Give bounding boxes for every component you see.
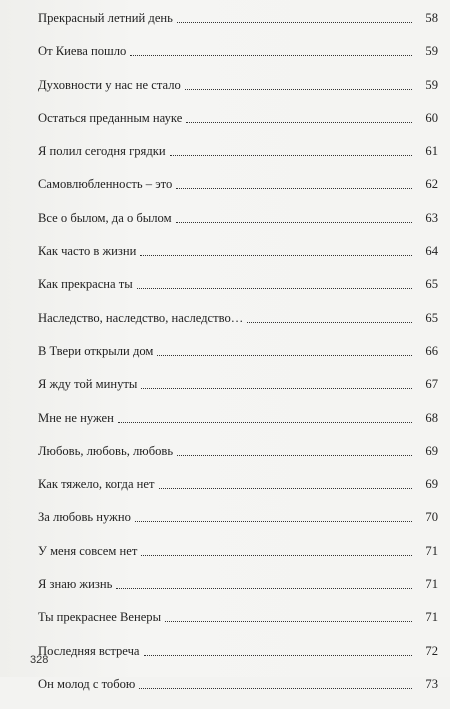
toc-entry	[38, 310, 438, 343]
toc-entry-title: Последняя встреча	[38, 643, 140, 658]
dot-leader	[176, 210, 412, 223]
dot-leader	[141, 543, 412, 556]
dot-leader	[186, 110, 412, 123]
toc-entry-title: Как тяжело, когда нет	[38, 477, 155, 492]
toc-entry	[38, 10, 438, 43]
toc-entry-page: 63	[425, 210, 438, 225]
toc-entry	[38, 276, 438, 309]
toc-entry-page: 65	[425, 277, 438, 292]
dot-leader	[141, 376, 412, 389]
dot-leader	[165, 609, 412, 622]
table-of-contents	[38, 10, 438, 709]
toc-entry-page: 71	[425, 577, 438, 592]
toc-entry-page: 68	[425, 410, 438, 425]
toc-entry-page: 69	[425, 443, 438, 458]
toc-entry	[38, 143, 438, 176]
dot-leader	[159, 476, 412, 489]
toc-entry-page: 61	[425, 144, 438, 159]
toc-entry	[38, 77, 438, 110]
page-number: 328	[30, 654, 49, 666]
toc-entry	[38, 43, 438, 76]
toc-entry-title: За любовь нужно	[38, 510, 131, 525]
toc-entry	[38, 609, 438, 642]
toc-entry-page: 59	[425, 77, 438, 92]
toc-entry	[38, 443, 438, 476]
toc-entry-title: Я полил сегодня грядки	[38, 144, 166, 159]
dot-leader	[118, 410, 412, 423]
dot-leader	[135, 509, 412, 522]
toc-entry	[38, 509, 438, 542]
toc-entry	[38, 543, 438, 576]
toc-entry-title: Наследство, наследство, наследство…	[38, 310, 244, 325]
toc-entry	[38, 410, 438, 443]
toc-entry-page: 58	[425, 11, 438, 25]
dot-leader	[247, 310, 412, 323]
toc-entry	[38, 676, 438, 709]
toc-entry-title: Я жду той минуты	[38, 377, 138, 392]
toc-entry-title: У меня совсем нет	[38, 543, 138, 558]
dot-leader	[177, 443, 412, 456]
toc-entry-title: Прекрасный летний день	[38, 11, 173, 25]
toc-entry-page: 71	[425, 543, 438, 558]
toc-entry-title: Любовь, любовь, любовь	[38, 443, 174, 458]
dot-leader	[157, 343, 412, 356]
toc-entry-title: Я знаю жизнь	[38, 577, 113, 592]
dot-leader	[144, 643, 412, 656]
toc-entry	[38, 210, 438, 243]
toc-entry-page: 60	[425, 110, 438, 125]
dot-leader	[116, 576, 412, 589]
toc-entry-title: Остаться преданным науке	[38, 110, 183, 125]
dot-leader	[176, 176, 412, 189]
toc-entry	[38, 643, 438, 676]
toc-entry-page: 67	[425, 377, 438, 392]
toc-entry	[38, 110, 438, 143]
toc-entry-title: Как часто в жизни	[38, 244, 137, 259]
dot-leader	[170, 143, 412, 156]
toc-entry	[38, 343, 438, 376]
dot-leader	[185, 77, 412, 90]
toc-entry	[38, 476, 438, 509]
toc-entry-title: Духовности у нас не стало	[38, 77, 181, 92]
dot-leader	[177, 10, 412, 23]
dot-leader	[140, 243, 412, 256]
toc-entry-title: Самовлюбленность – это	[38, 177, 173, 192]
toc-entry-title: Все о былом, да о былом	[38, 210, 172, 225]
toc-entry-page: 62	[425, 177, 438, 192]
toc-entry-page: 65	[425, 310, 438, 325]
toc-entry-title: Как прекрасна ты	[38, 277, 133, 292]
toc-entry-page: 72	[425, 643, 438, 658]
toc-entry-title: Ты прекраснее Венеры	[38, 610, 162, 625]
toc-entry	[38, 376, 438, 409]
toc-entry-title: В Твери открыли дом	[38, 343, 154, 358]
toc-entry-page: 69	[425, 477, 438, 492]
toc-entry-title: От Киева пошло	[38, 44, 127, 59]
dot-leader	[137, 276, 412, 289]
toc-entry-page: 59	[425, 44, 438, 59]
toc-entry-page: 73	[425, 676, 438, 691]
toc-entry-title: Он молод с тобою	[38, 676, 136, 691]
dot-leader	[130, 43, 412, 56]
toc-entry	[38, 243, 438, 276]
toc-entry-page: 71	[425, 610, 438, 625]
toc-entry-title: Мне не нужен	[38, 410, 114, 425]
toc-entry-page: 64	[425, 244, 438, 259]
dot-leader	[139, 676, 412, 689]
toc-entry-page: 66	[425, 343, 438, 358]
toc-entry	[38, 576, 438, 609]
toc-entry-page: 70	[425, 510, 438, 525]
toc-entry	[38, 176, 438, 209]
